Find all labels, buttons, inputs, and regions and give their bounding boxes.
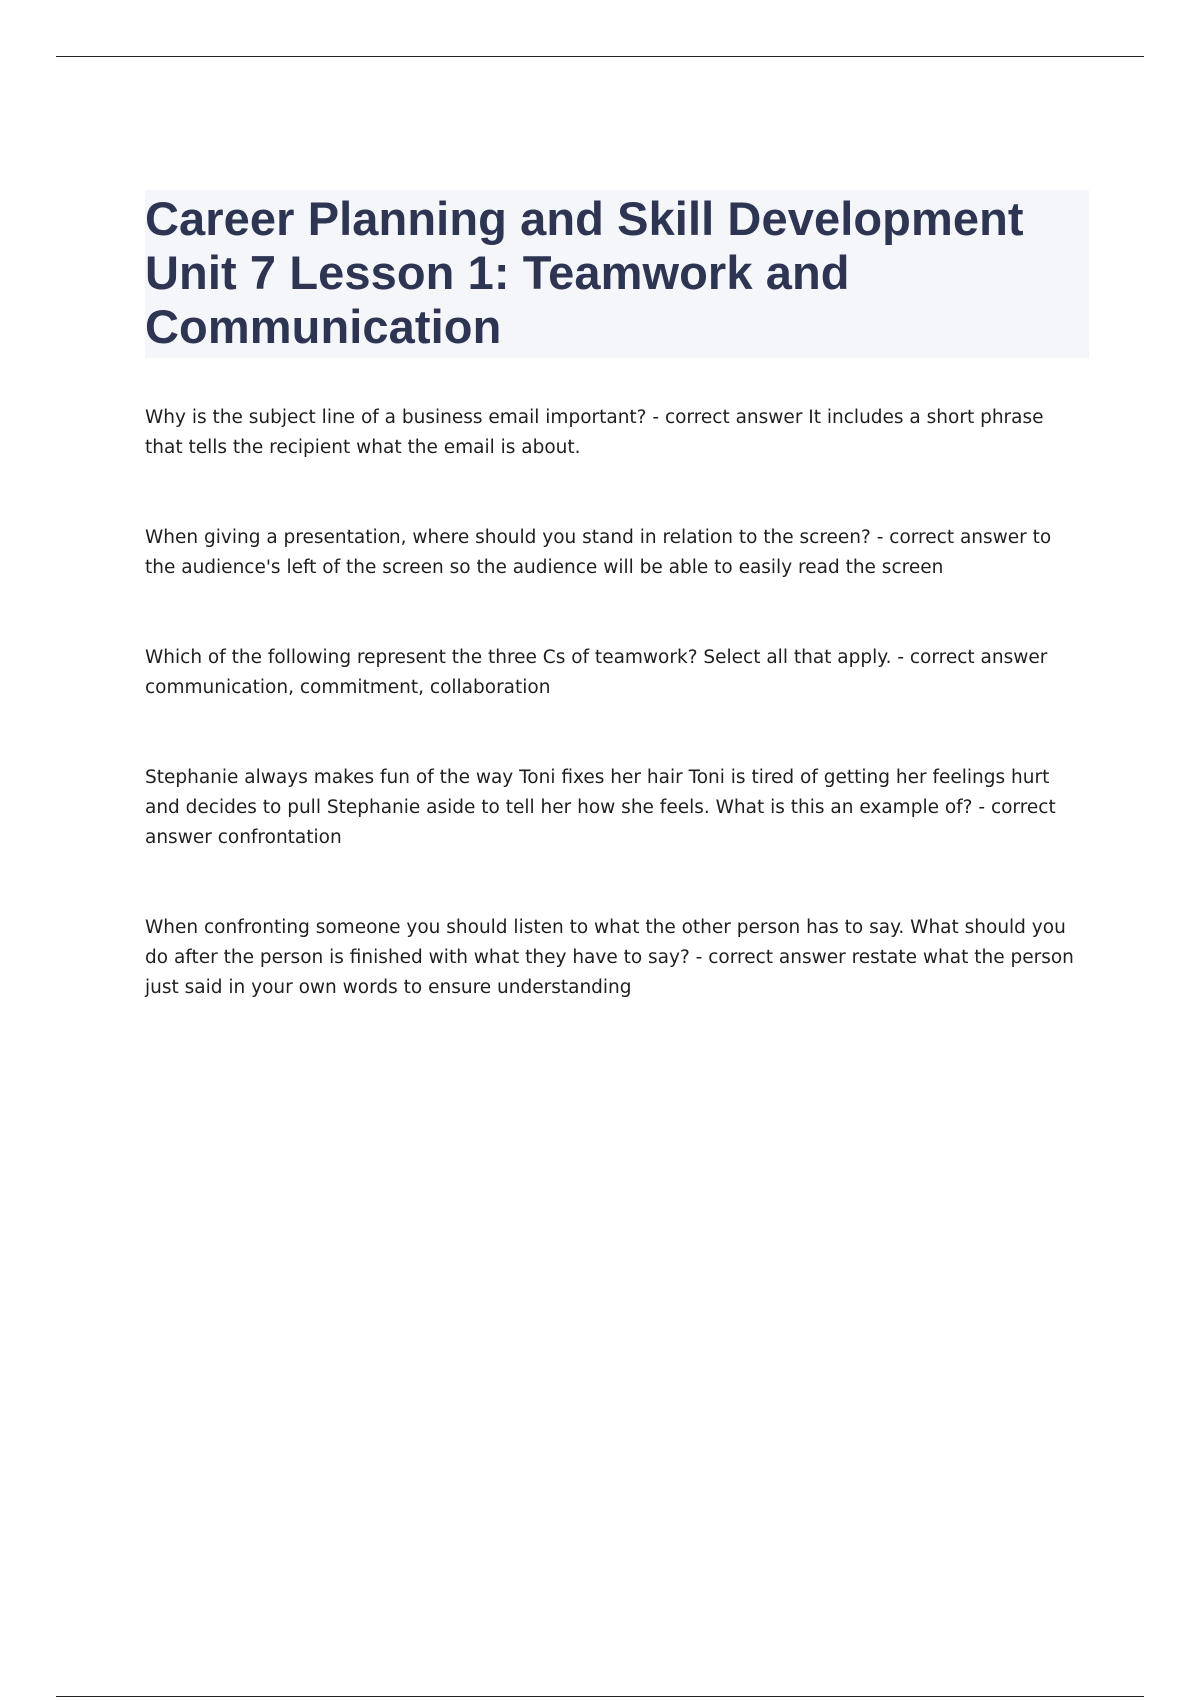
bottom-divider [56, 1696, 1144, 1697]
title-line-1: Career Planning and Skill Development [145, 192, 1024, 245]
qa-item-1: Why is the subject line of a business email important? - correct answer It includes a short phrase that tells the recipient what the email is about. [145, 407, 1044, 458]
title-line-3: Communication [145, 300, 502, 353]
top-divider [56, 56, 1144, 57]
document-title [145, 192, 1089, 354]
qa-item-3: Which of the following represent the three Cs of teamwork? Select all that apply. - correct answer communication, commitment, collaboration [145, 647, 1048, 698]
question-answer-list [145, 403, 1080, 1003]
qa-item-2: When giving a presentation, where should you stand in relation to the screen? - correct answer to the audience's left of the screen so the audience will be able to easily read the screen [145, 527, 1052, 578]
qa-item-5: When confronting someone you should listen to what the other person has to say. What should you do after the person is finished with what they have to say? - correct answer restate what the person just said in your own words to ensure understanding [145, 917, 1074, 998]
title-line-2: Unit 7 Lesson 1: Teamwork and [145, 246, 850, 299]
qa-item-4: Stephanie always makes fun of the way Toni fixes her hair Toni is tired of getting her feelings hurt and decides to pull Stephanie aside to tell her how she feels. What is this an example of? - correct answer confrontation [145, 767, 1056, 848]
title-block [145, 190, 1089, 358]
